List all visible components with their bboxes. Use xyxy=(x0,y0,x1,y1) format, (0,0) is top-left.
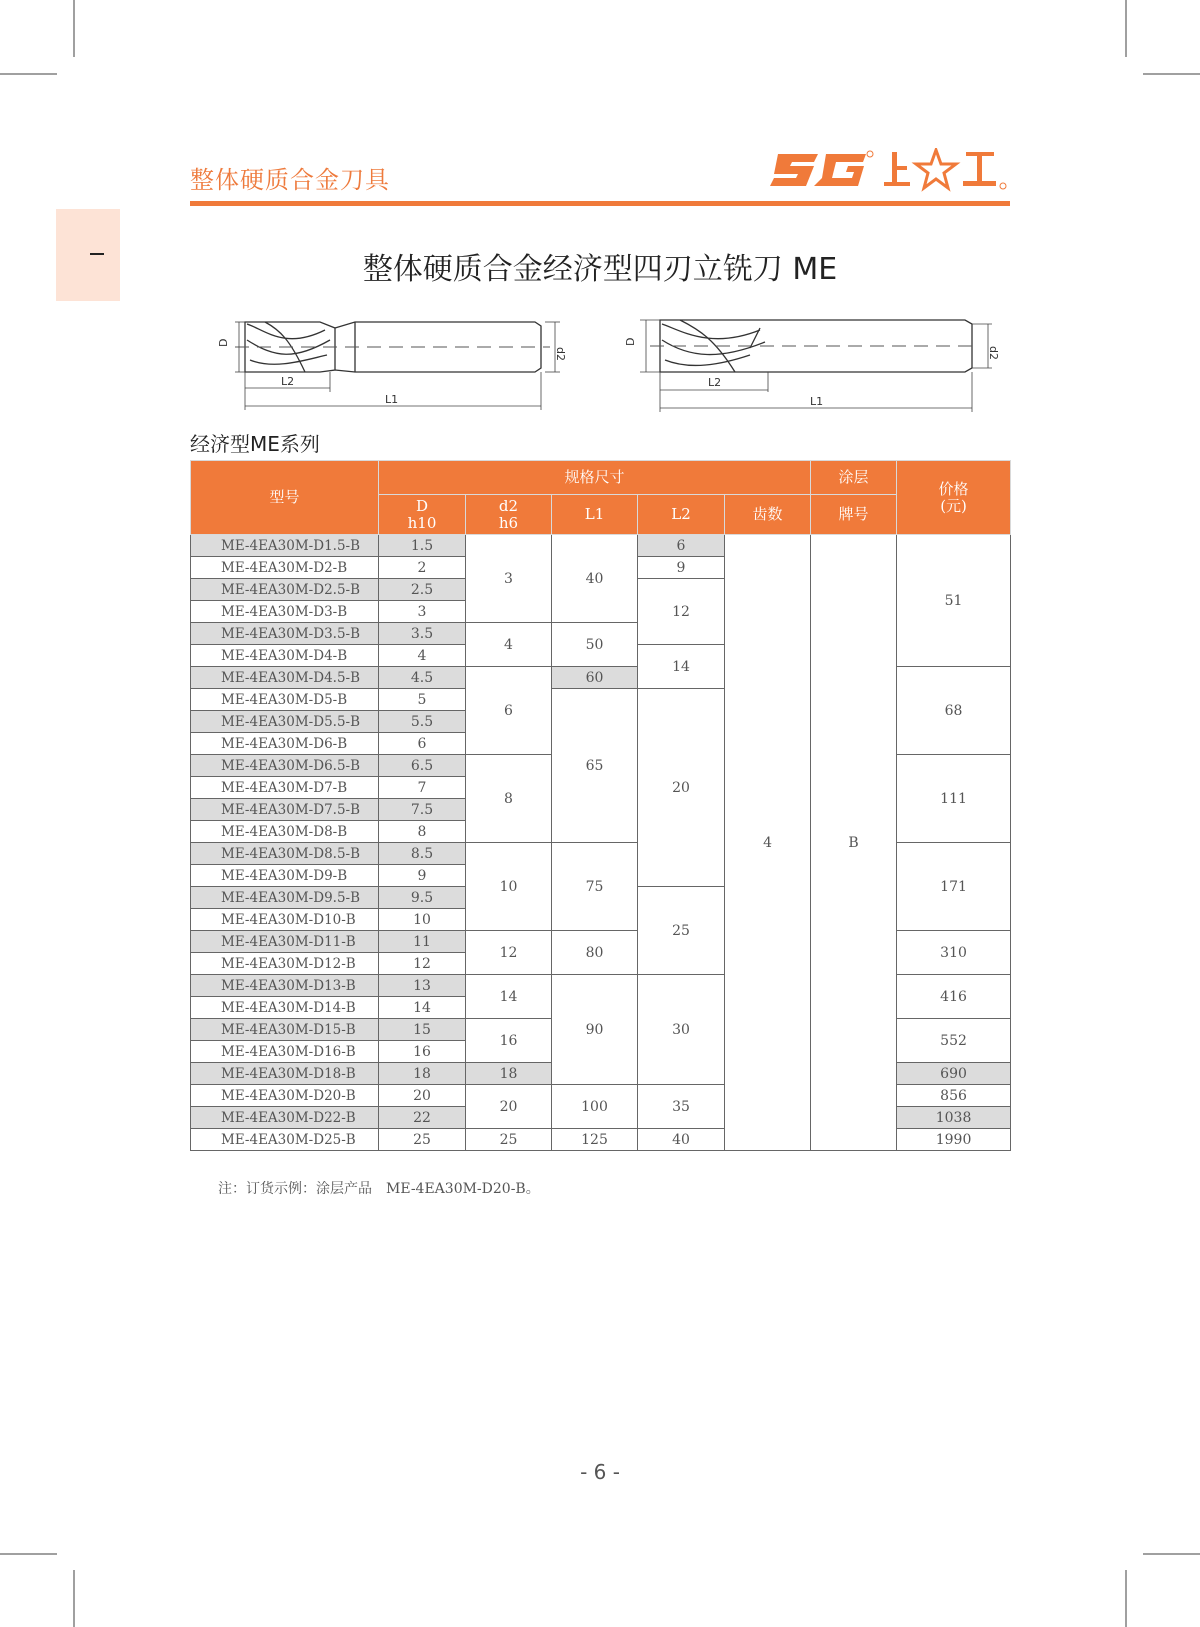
table-row: ME-4EA30M-D15-B 15 16 552 xyxy=(191,1019,1011,1041)
crop-mark xyxy=(0,1553,57,1555)
table-row: ME-4EA30M-D4.5-B 4.5 6 60 68 xyxy=(191,667,1011,689)
end-mill-drawing-left xyxy=(205,310,585,415)
header-d2: d2 h6 xyxy=(466,495,552,535)
header-teeth: 齿数 xyxy=(725,495,811,535)
crop-mark xyxy=(1143,1553,1200,1555)
page-title: 整体硬质合金经济型四刃立铣刀 ME xyxy=(362,252,838,287)
table-row: ME-4EA30M-D25-B 25 25 125 40 1990 xyxy=(191,1129,1011,1151)
table-row: ME-4EA30M-D4-B 4 14 xyxy=(191,645,1011,667)
order-note: 注：订货示例：涂层产品 ME-4EA30M-D20-B。 xyxy=(218,1181,540,1197)
table-row: ME-4EA30M-D8-B 8 xyxy=(191,821,1011,843)
svg-text:L1: L1 xyxy=(385,393,399,406)
header-L2: L2 xyxy=(638,495,725,535)
table-row: ME-4EA30M-D6-B 6 xyxy=(191,733,1011,755)
page-number: - 6 - xyxy=(580,1460,620,1484)
series-title: 经济型ME系列 xyxy=(190,432,320,456)
table-row: ME-4EA30M-D16-B 16 xyxy=(191,1041,1011,1063)
svg-text:D: D xyxy=(217,338,230,347)
table-row: ME-4EA30M-D7-B 7 xyxy=(191,777,1011,799)
grade-cell: B xyxy=(811,535,897,1151)
table-row: ME-4EA30M-D22-B 22 1038 xyxy=(191,1107,1011,1129)
table-row: ME-4EA30M-D1.5-B 1.5 3 40 6 4 B 51 xyxy=(191,535,1011,557)
crop-mark xyxy=(73,0,75,57)
table-row: ME-4EA30M-D9-B 9 xyxy=(191,865,1011,887)
sg-logo-icon xyxy=(770,148,1010,193)
crop-mark xyxy=(1125,0,1127,57)
crop-mark xyxy=(73,1570,75,1627)
table-row: ME-4EA30M-D14-B 14 xyxy=(191,997,1011,1019)
teeth-cell: 4 xyxy=(725,535,811,1151)
section-title: 整体硬质合金刀具 xyxy=(190,166,390,194)
crop-mark xyxy=(1143,73,1200,75)
header-model: 型号 xyxy=(191,461,379,535)
table-row: ME-4EA30M-D5.5-B 5.5 xyxy=(191,711,1011,733)
crop-mark xyxy=(1125,1570,1127,1627)
header-grade: 牌号 xyxy=(811,495,897,535)
header-D: D h10 xyxy=(379,495,466,535)
table-row: ME-4EA30M-D2.5-B 2.5 12 xyxy=(191,579,1011,601)
table-row: ME-4EA30M-D2-B 2 9 xyxy=(191,557,1011,579)
header-L1: L1 xyxy=(552,495,638,535)
table-row: ME-4EA30M-D6.5-B 6.5 8 111 xyxy=(191,755,1011,777)
header-coating-group: 涂层 xyxy=(811,461,897,495)
table-row: ME-4EA30M-D11-B 11 12 80 310 xyxy=(191,931,1011,953)
table-row: ME-4EA30M-D9.5-B 9.5 25 xyxy=(191,887,1011,909)
table-row: ME-4EA30M-D7.5-B 7.5 xyxy=(191,799,1011,821)
svg-text:L2: L2 xyxy=(708,376,722,389)
table-row: ME-4EA30M-D10-B 10 xyxy=(191,909,1011,931)
svg-text:D: D xyxy=(624,337,637,346)
table-row: ME-4EA30M-D12-B 12 xyxy=(191,953,1011,975)
table-row: ME-4EA30M-D8.5-B 8.5 10 75 171 xyxy=(191,843,1011,865)
crop-mark xyxy=(0,73,57,75)
svg-text:L2: L2 xyxy=(281,375,295,388)
table-row: ME-4EA30M-D20-B 20 20 100 35 856 xyxy=(191,1085,1011,1107)
header-spec-group: 规格尺寸 xyxy=(379,461,811,495)
table-row: ME-4EA30M-D13-B 13 14 90 30 416 xyxy=(191,975,1011,997)
table-row: ME-4EA30M-D3-B 3 xyxy=(191,601,1011,623)
svg-text:d2: d2 xyxy=(554,347,567,361)
end-mill-drawing-right xyxy=(620,310,1000,415)
header-rule xyxy=(190,201,1010,206)
table-row: ME-4EA30M-D3.5-B 3.5 4 50 xyxy=(191,623,1011,645)
header-price: 价格 (元) xyxy=(897,461,1011,535)
svg-text:d2: d2 xyxy=(987,346,1000,360)
table-row: ME-4EA30M-D18-B 18 18 690 xyxy=(191,1063,1011,1085)
table-row: ME-4EA30M-D5-B 5 65 20 xyxy=(191,689,1011,711)
svg-text:L1: L1 xyxy=(810,395,824,408)
spec-table xyxy=(190,460,1011,1151)
